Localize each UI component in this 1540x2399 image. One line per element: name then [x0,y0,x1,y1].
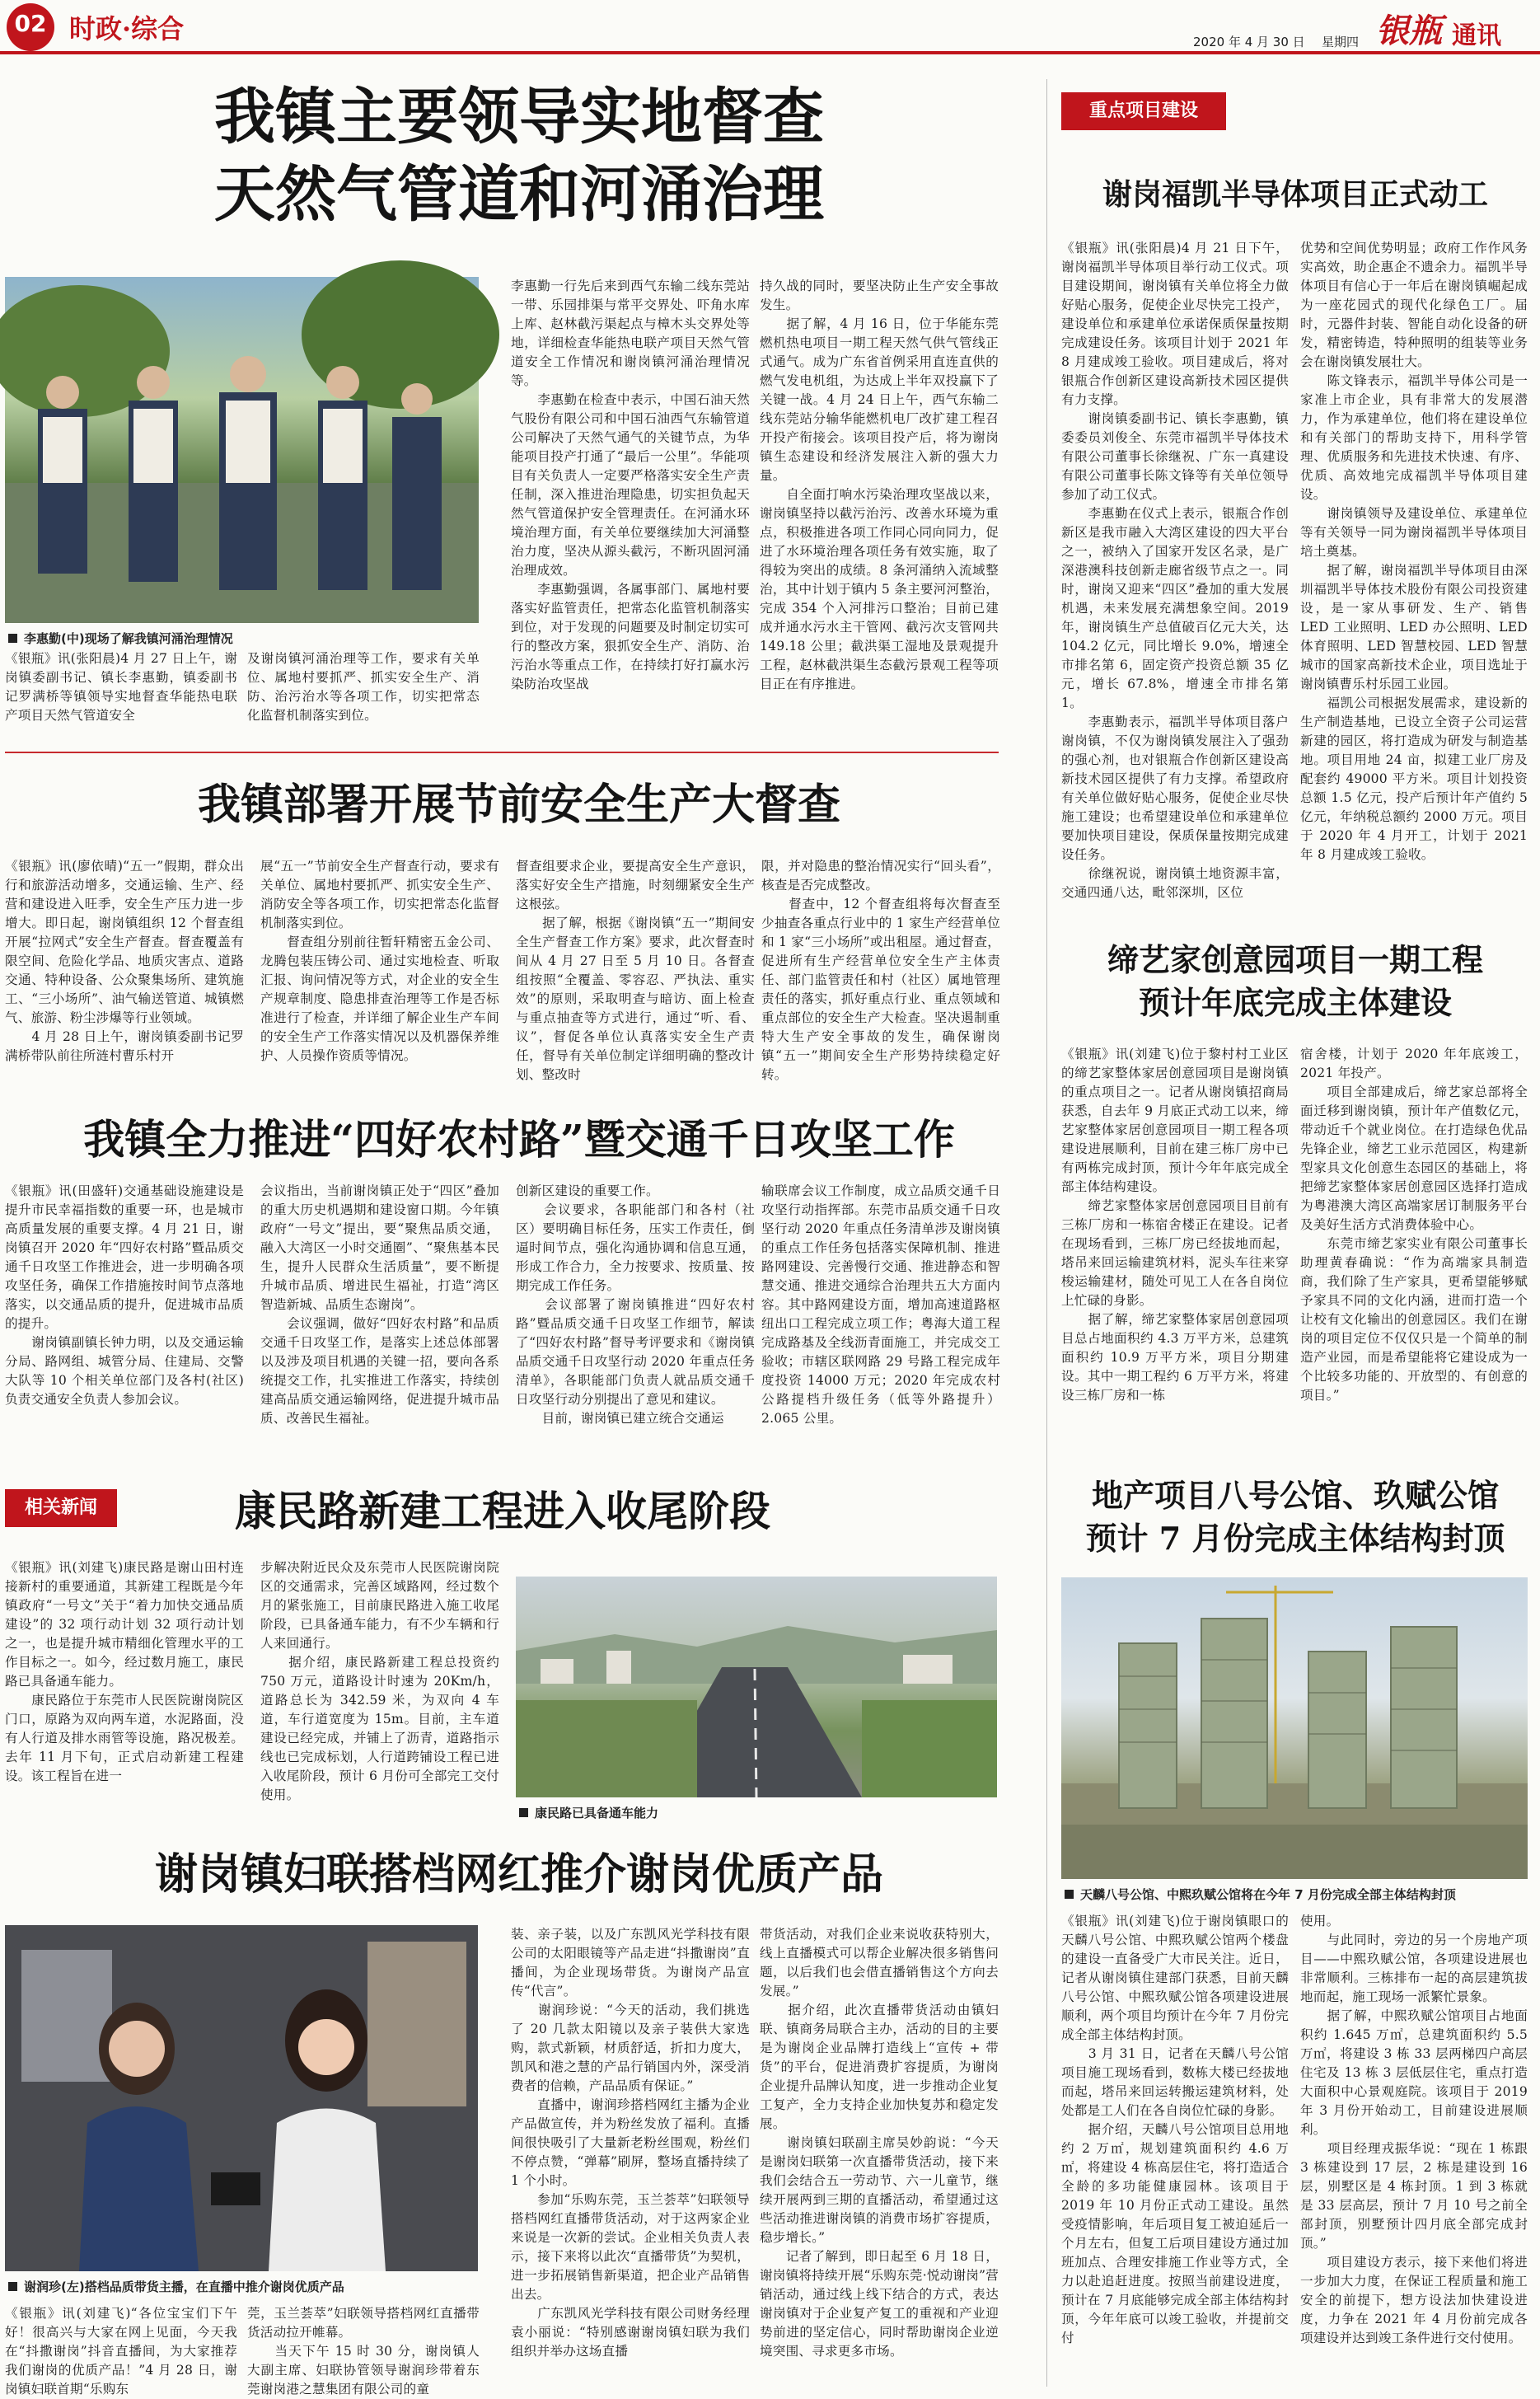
article-roads [0,1104,1038,1475]
article-kangmin-road [0,1488,1038,1834]
paper-sub: 通讯 [1452,21,1501,50]
b2-col1: 《银瓶》讯(刘建飞)位于黎村村工业区的缔艺家整体家居创意园项目是谢岗镇的重点项目之一。记者从谢岗镇招商局获悉，自去年 9 月底正式动工以来，缔艺家整体家居创意园项目一期工程各项建设进展顺利，目前在建三栋厂房中已有两栋完成封顶，预计今年年底完成全部主体结构建设。 缔艺家整体家居创意园项目目前有三栋厂房和一栋宿舍楼正在建设。记者在现场看到，三栋厂房已经拔地而起，塔吊来回运输建筑材料，泥头车往来穿梭运输建材，随处可见工人在各自岗位上忙碌的身影。 据了解，缔艺家整体家居创意园项目总占地面积约 4.3 万平方米，总建筑面积约 10.9 万平方米，项目分期建设。其中一期工程约 6 万平方米，将建设三栋厂房和一栋 [1061,1047,1289,1403]
safety-headline: 我镇部署开展节前安全生产大督查 [197,780,840,830]
headline-line1: 我镇主要领导实地督查 [214,82,824,152]
estate-photo [1061,1577,1528,1879]
kangmin-road-photo [516,1577,997,1797]
a2-col2: 展“五一”节前安全生产督查行动，要求有关单位、属地村要抓严、抓实安全生产、消防安全等各项工作，切实把常态化监督机制落实到位。 督查组分别前往暂轩精密五金公司、龙腾包装压铸公司、通过实地检查、听取汇报、询问情况等方式，对企业的安全生产规章制度、隐患排查治理等工作是否标准进行了检查，并详细了解企业生产车间的安全生产工作落实情况以及机器保养维护、人员操作资质等情况。 [260,859,499,1063]
page-header [0,0,1540,51]
a5-col2: 莞，玉兰荟萃”妇联领导搭档网红直播带货活动拉开帷幕。 当天下午 15 时 30 分，谢岗镇人大副主席、妇联协管领导谢润珍带着东莞谢岗港之慧集团有限公司的童 [247,2306,480,2397]
a3-col4: 输联席会议工作制度，成立品质交通千日攻坚行动指挥部。东莞市品质交通千日攻坚行动 2020 年重点任务清单涉及谢岗镇的重点工作任务包括落实保障机制、推进路网建设、完善慢行交通、推进静态和智慧交通、推进交通综合治理共五大方面内容。其中路网建设方面，增加高速道路枢纽出口工程完成立项工作；粤海大道工程完成路基及全线沥青面施工，并完成交工验收；市辖区联网路 29 号路工程完成年度投资 14000 万元；2020 年完成农村公路提档升级任务（低等外路提升）2.065 公里。 [761,1183,1000,1426]
fukai-headline: 谢岗福凯半导体项目正式动工 [1102,177,1488,212]
b1-col1: 《银瓶》讯(张阳晨)4 月 21 日下午，谢岗福凯半导体项目举行动工仪式。项目建设期间，谢岗镇有关单位将全力做好贴心服务，促使企业尽快完工投产，建设单位和承建单位承诺保质保量按期完成建设任务。该项目计划于 2021 年 8 月建成竣工验收。项目建成后，将对银瓶合作创新区建设高新技术园区提供有力支撑。 谢岗镇委副书记、镇长李惠勤，镇委委员刘俊全、东莞市福凯半导体技术有限公司董事长徐继祝、广东一真建设有限公司董事长陈文锋等有关单位领导参加了动工仪式。 李惠勤在仪式上表示，银瓶合作创新区是我市融入大湾区建设的四大平台之一，被纳入了国家开发区名录，是广深港澳科技创新走廊省级节点之一。同时，谢岗又迎来“四区”叠加的重大发展机遇，未来发展充满想象空间。2019 年，谢岗镇生产总值破百亿元大关，达 104.2 亿元，同比增长 9.0%，增速全市排名第 6，固定资产投资总额 35 亿元，增长 67.8%，增速全市排名第 1。 李惠勤表示，福凯半导体项目落户谢岗镇，不仅为谢岗镇发展注入了强劲的强心剂，也对银瓶合作创新区建设高新技术园区提供了有力支撑。希望政府有关单位做好贴心服务，促使企业尽快施工建设；也希望建设单位和承建单位要加快项目建设，保质保量按期完成建设任务。 徐继祝说，谢岗镇土地资源丰富，交通四通八达，毗邻深圳，区位 [1061,241,1289,900]
roads-headline: 我镇全力推进“四好农村路”暨交通千日攻坚工作 [83,1115,955,1164]
page-number: 02 [14,10,47,37]
a2-col1: 《银瓶》讯(廖依晴)“五一”假期，群众出行和旅游活动增多，交通运输、生产、经营和建设进入旺季，安全生产压力进一步增大。即日起，谢岗镇组织 12 个督查组开展“拉网式”安全生产督查。督查覆盖有限空间、危险化学品、地质灾害点、道路交通、特种设备、公众聚集场所、建筑施工、“三小场所”、油气输送管道、城镇燃气、旅游、粉尘涉爆等行业领域。 4 月 28 日上午，谢岗镇委副书记罗满桥带队前往所涟村曹乐村开 [5,859,244,1063]
article-real-estate [1056,1475,1534,2388]
a1-col2: 及谢岗镇河涌治理等工作，要求有关单位、属地村要抓严、抓实安全生产、消防、治污治水等各项工作，切实把常态化监督机制落实到位。 [247,651,480,723]
article-diyijia [1056,939,1534,1467]
kangmin-photo-caption: 康民路已具备通车能力 [519,1804,658,1821]
a1-col4: 持久战的同时，要坚决防止生产安全事故发生。 据了解，4 月 16 日，位于华能东莞燃机热电项目一期工程天然气供气管线正式通气。成为广东省首例采用直连直供的燃气发电机组，为达成上半年双投赢下了关键一战。4 月 24 日上午，西气东输二线东莞站分输华能燃机电厂改扩建工程召开投产衔接会。该项目投产后，将为谢岗镇生态建设和经济发展注入新的强大力量。 自全面打响水污染治理攻坚战以来，谢岗镇坚持以截污治污、改善水环境为重点，积极推进各项工作同心同向同力，促进了水环境治理各项任务有效实施，取了得较为突出的成绩。8 条河涌纳入流域整治，其中计划于镇内 5 条主要河河整治，完成 354 个入河排污口整治；目前已建成并通水污水主干管网、截污次支管网共 149.18 公里；截洪渠工湿地及景观提升工程，赵林截洪渠生态截污景观工程等项目正在有序推进。 [760,279,999,691]
issue-date: 2020 年 4 月 30 日 [1193,35,1305,49]
related-news-tag: 相关新闻 [5,1489,117,1527]
b1-col2: 优势和空间优势明显；政府工作作风务实高效，助企惠企不遗余力。福凯半导体项目有信心于一年后在谢岗镇崛起成为一座花园式的现代化绿色工厂。届时，元器件封装、智能自动化设备的研发，精密铸造，特种照明的组装等业务会在谢岗镇发展壮大。 陈文锋表示，福凯半导体公司是一家准上市企业，具有非常大的发展潜力，作为承建单位，他们将在建设单位和有关部门的帮助支持下，用科学管理、优质服务和先进技术快速、有序、优质、高效地完成福凯半导体项目建设。 谢岗镇领导及建设单位、承建单位等有关领导一同为谢岗福凯半导体项目培土奠基。 据了解，谢岗福凯半导体项目由深圳福凯半导体技术股份有限公司投资建设，是一家从事研发、生产、销售 LED 工业照明、LED 办公照明、LED 体育照明、LED 智慧校园、LED 智慧城市的国家高新技术企业，项目选址于谢岗镇曹乐村乐园工业园。 福凯公司根据发展需求，建设新的生产制造基地，已设立全资子公司运营新建的园区，将打造成为研发与制造基地。项目用地 24 亩，拟建工业厂房及配套约 49000 平方米。项目计划投资总额 1.5 亿元，投产后预计年产值约 5 亿元，年纳税总额约 2000 万元。项目于 2020 年 4 月开工，计划于 2021 年 8 月建成竣工验收。 [1300,241,1528,862]
issue-weekday: 星期四 [1322,35,1360,49]
a3-col2: 会议指出，当前谢岗镇正处于“四区”叠加的重大历史机遇期和建设窗口期。今年镇政府“一号文”提出，要“聚焦品质交通，融入大湾区一小时交通圈”、“聚焦基本民生，提升人民群众生活质量”，要不断提升城市品质、增进民生福祉，打造“湾区智造新城、品质生态谢岗”。 会议强调，做好“四好农村路”和品质交通千日攻坚工作，是落实上述总体部署以及涉及项目机遇的关键一招，要向各系统提交工作，扎实推进工作落实，持续创建高品质交通运输网络，促进提升城市品质、改善民生福祉。 [260,1183,499,1426]
section-title: 时政·综合 [69,13,185,45]
column-divider [1046,79,1047,2387]
a5-col1: 《银瓶》讯(刘建飞)“各位宝宝们下午好！很高兴与大家在网上见面，今天我在“抖撒谢岗”抖音直播间，为大家推荐我们谢岗的优质产品！”4 月 28 日，谢岗镇妇联首期“乐购东 [5,2306,237,2397]
a3-col1: 《银瓶》讯(田盛轩)交通基础设施建设是提升市民幸福指数的重要一环，也是城市高质量发展的重要支撑。4 月 21 日，谢岗镇召开 2020 年“四好农村路”暨品质交通千日攻坚工作推进会，进一步明确各项攻坚任务，确保工作措施按时间节点落地落实，以交通品质的提升，促进城市品质的提升。 谢岗镇副镇长钟力明，以及交通运输分局、路网组、城管分局、住建局、交警大队等 10 个相关单位部门及各村(社区)负责交通安全负责人参加会议。 [5,1183,244,1407]
diyijia-headline-line1: 缔艺家创意园项目一期工程 [1107,941,1483,978]
article-fukai [1056,82,1534,931]
a1-col1: 《银瓶》讯(张阳晨)4 月 27 日上午，谢岗镇委副书记、镇长李惠勤，镇委副书记罗满桥等镇领导实地督查华能热电联产项目天然气管道安全 [5,651,237,723]
paper-name: 银瓶 [1376,12,1442,50]
key-projects-tag: 重点项目建设 [1061,92,1226,130]
a2-col3: 督查组要求企业，要提高安全生产意识，落实好安全生产措施，时刻绷紧安全生产这根弦。 据了解，根据《谢岗镇“五一”期间安全生产督查工作方案》要求，此次督查时间从 4 月 27 日至 5 月 10 日。各督查组按照“全覆盖、零容忍、严执法、重实效”的原则，采取明查与暗访、面上检查与重点抽查等方式进行，通过“听、看、议”，督促各单位认真落实安全生产责任，督导有关单位制定详细明确的整改计划、整改时 [516,859,755,1082]
livestream-headline: 谢岗镇妇联搭档网红推介谢岗优质产品 [154,1849,883,1900]
livestream-photo [5,1925,478,2271]
a5-col3: 装、亲子装，以及广东凯风光学科技有限公司的太阳眼镜等产品走进“抖撒谢岗”直播间，为企业现场带货。为谢岗产品宣传“代言”。 谢润珍说：“今天的活动，我们挑选了 20 几款太阳镜以及亲子装供大家选购，款式新颖，材质舒适，折扣力度大，凯风和港之慧的产品行销国内外，深受消费者的信赖，产品品质有保证。” 直播中，谢润珍搭档网红主播为企业产品做宣传，并为粉丝发放了福利。直播间很快吸引了大量新老粉丝围观，粉丝们不停点赞，“弹幕”刷屏，整场直播持续了 1 个小时。 参加“乐购东莞，玉兰荟萃”妇联领导搭档网红直播带货活动，对于这两家企业来说是一次新的尝试。企业相关负责人表示，接下来将以此次“直播带货”为契机，进一步拓展销售新渠道，把企业产品销售出去。 广东凯风光学科技有限公司财务经理袁小丽说：“特别感谢谢岗镇妇联为我们组织并举办这场直播 [511,1927,750,2359]
a5-col4: 带货活动，对我们企业来说收获特别大，线上直播模式可以帮企业解决很多销售问题，以后我们也会借直播销售这个方向去发展。” 据介绍，此次直播带货活动由镇妇联、镇商务局联合主办，活动的目的主要是为谢岗企业品牌打造线上“宣传 + 带货”的平台，促进消费扩容提质，为谢岗企业提升品牌认知度，进一步推动企业复工复产，全力支持企业加快复苏和稳定发展。 谢岗镇妇联副主席吴妙韵说：“今天是谢岗妇联第一次直播带货活动，接下来我们会结合五一劳动节、六一儿童节，继续开展两到三期的直播活动，希望通过这些活动推进谢岗镇的消费市场扩容提质，稳步增长。” 记者了解到，即日起至 6 月 18 日，谢岗镇将持续开展“乐购东莞·悦动谢岗”营销活动，通过线上线下结合的方式，表达谢岗镇对于企业复产复工的重视和产业迎势前进的坚定信心，同时帮助谢岗企业逆境突围、寻求更多市场。 [760,1927,999,2359]
inspection-photo [5,277,479,623]
a4-col1: 《银瓶》讯(刘建飞)康民路是谢山田村连接新村的重要通道，其新建工程既是今年镇政府“一号文”关于“着力加快交通品质建设”的 32 项行动计划 32 项行动计划之一，也是提升城市精细化管理水平的工作目标之一。如今，经过数月施工，康民路已具备通车能力。 康民路位于东莞市人民医院谢岗院区门口，原路为双向两车道，水泥路面，没有人行道及排水雨管等设施，路况极差。去年 11 月下旬，正式启动新建工程建设。该工程旨在进一 [5,1560,244,1783]
diyijia-headline-line2: 预计年底完成主体建设 [1138,984,1452,1021]
a1-bottom-rule [5,752,999,753]
article-safety [0,766,1038,1104]
b2-col2: 宿舍楼，计划于 2020 年年底竣工，2021 年投产。 项目全部建成后，缔艺家总部将全面迁移到谢岗镇，预计年产值数亿元，带动近千个就业岗位。在打造绿色优品先锋企业，缔艺工业示范园区，构建新型家具文化创意生态园区的基础上，将把缔艺家整体家居创意园区选择打造成为粤港澳大湾区高端家居订制服务平台及美好生活方式消费体验中心。 东莞市缔艺家实业有限公司董事长助理黄春确说：“作为高端家具制造商，我们除了生产家具，更希望能够赋予家具不同的文化内涵，进而打造一个让校有文化输出的创意园区。我们在谢岗的项目定位不仅仅只是一个简单的制造产业园，而是希望能将它建设成为一个比较多功能的、开放型的、有创意的项目。” [1300,1047,1528,1403]
b3-col2: 使用。 与此同时，旁边的另一个房地产项目——中熙玖赋公馆，各项建设进展也非常顺利。三栋排布一起的高层建筑拔地而起，施工现场一派繁忙景象。 据了解，中熙玖赋公馆项目占地面积约 1.645 万㎡，总建筑面积约 5.5 万㎡，将建设 3 栋 33 层两梯四户高层住宅及 13 栋 3 层低层住宅，重点打造大面积中心景观庭院。该项目于 2019 年 3 月份开始动工，目前建设进展顺利。 项目经理戎振华说：“现在 1 栋跟 3 栋建设到 17 层，2 栋是建设到 16 层，别墅区是 4 栋封顶。1 到 3 栋就是 33 层高层，预计 7 月 10 号之前全部封顶，别墅预计四月底全部完成封顶。” 项目建设方表示，接下来他们将进一步加大力度，在保证工程质量和施工安全的前提下，想方设法加快建设进度，力争在 2021 年 4 月份前完成各项建设并达到竣工条件进行交付使用。 [1300,1914,1528,2345]
estate-headline-line2: 预计 7 月份完成主体结构封顶 [1085,1520,1505,1557]
a4-col2: 步解决附近民众及东莞市人民医院谢岗院区的交通需求，完善区域路网，经过数个月的紧张施工，目前康民路进入施工收尾阶段，已具备通车能力，有不少车辆和行人来回通行。 据介绍，康民路新建工程总投资约 750 万元，道路设计时速为 20Km/h，道路总长为 342.59 米，为双向 4 车道，车行道宽度为 15m。目前，主车道建设已经完成，并铺上了沥青，道路指示线也已完成标划，人行道跨铺设工程已进入收尾阶段，预计 6 月份可全部完工交付使用。 [260,1560,499,1802]
article-inspection [0,54,1038,763]
b3-col1: 《银瓶》讯(刘建飞)位于谢岗镇眼口的天麟八号公馆、中熙玖赋公馆两个楼盘的建设一直备受广大市民关注。近日，记者从谢岗镇住建部门获悉，目前天麟八号公馆、中熙玖赋公馆各项建设进展顺利，两个项目均预计在今年 7 月份完成全部主体结构封顶。 3 月 31 日，记者在天麟八号公馆项目施工现场看到，数栋大楼已经拔地而起，塔吊来回运转搬运建筑材料，处处都是工人们在各自岗位忙碌的身影。 据介绍，天麟八号公馆项目总用地约 2 万㎡，规划建筑面积约 4.6 万㎡，将建设 4 栋高层住宅，将打造适合全龄的多功能健康园林。该项目于 2019 年 10 月份正式动工建设。虽然受疫情影响，年后项目复工被迫延后一个月左右，但复工后项目建设方通过加班加点、合理安排施工作业等方式，全力以赴追赶进度。按照当前建设进度，预计在 7 月底能够完成全部主体结构封顶，今年年底可以竣工验收，并提前交付 [1061,1914,1289,2345]
a2-col4: 限，并对隐患的整治情况实行“回头看”，核查是否完成整改。 督查中，12 个督查组将每次督查至少抽查各重点行业中的 1 家生产经营单位和 1 家“三小场所”或出租屋。通过督查，促进所有生产经营单位安全生产主体责任、部门监管责任和村（社区）属地管理责任的落实，抓好重点行业、重点领域和重点部位的安全生产大检查。坚决遏制重特大生产安全事故的发生，确保谢岗镇“五一”期间安全生产形势持续稳定好转。 [761,859,1000,1082]
estate-photo-caption: 天麟八号公馆、中熙玖赋公馆将在今年 7 月份完成全部主体结构封顶 [1065,1886,1456,1903]
headline-line2: 天然气管道和河涌治理 [214,159,824,230]
inspection-photo-caption: 李惠勤(中)现场了解我镇河涌治理情况 [8,630,233,647]
a3-col3: 创新区建设的重要工作。 会议要求，各职能部门和各村（社区）要明确目标任务，压实工作责任，倒逼时间节点，强化沟通协调和信息互通，形成工作合力，全力按要求、按质量、按期完成工作任务。 会议部署了谢岗镇推进“四好农村路”暨品质交通千日攻坚工作细节，解读了“四好农村路”督导考评要求和《谢岗镇品质交通千日攻坚行动 2020 年重点任务清单》，各职能部门负责人就品质交通千日攻坚行动分别提出了意见和建议。 目前，谢岗镇已建立统合交通运 [516,1183,755,1426]
estate-headline-line1: 地产项目八号公馆、玖赋公馆 [1091,1477,1499,1514]
livestream-photo-caption: 谢润珍(左)搭档品质带货主播，在直播中推介谢岗优质产品 [8,2278,344,2295]
a1-col3: 李惠勤一行先后来到西气东输二线东莞站一带、乐园排渠与常平交界处、吓角水库上库、赵林截污渠起点与樟木头交界处等地，详细检查华能热电联产项目天然气管道安全工作情况和谢岗镇河涌治理情况等。 李惠勤在检查中表示，中国石油天然气股份有限公司和中国石油西气东输管道公司解决了天然气通气的关键节点，为华能项目投产打通了“最后一公里”。华能项目有关负责人一定要严格落实安全生产责任制，深入推进治理隐患，切实担负起天然气管道保护安全管理责任。在河涌水环境治理方面，有关单位要继续加大河涌整治力度，坚决从源头截污，不断巩固河涌治理成效。 李惠勤强调，各属事部门、属地村要落实好监管责任，把常态化监管机制落实到位，对于发现的问题要及时制定切实可行的整改方案，狠抓安全生产、消防、治污治水等重点工作，在持续打好打赢水污染防治攻坚战 [511,279,750,691]
article-livestream [0,1846,1038,2397]
kangmin-headline: 康民路新建工程进入收尾阶段 [235,1487,770,1535]
